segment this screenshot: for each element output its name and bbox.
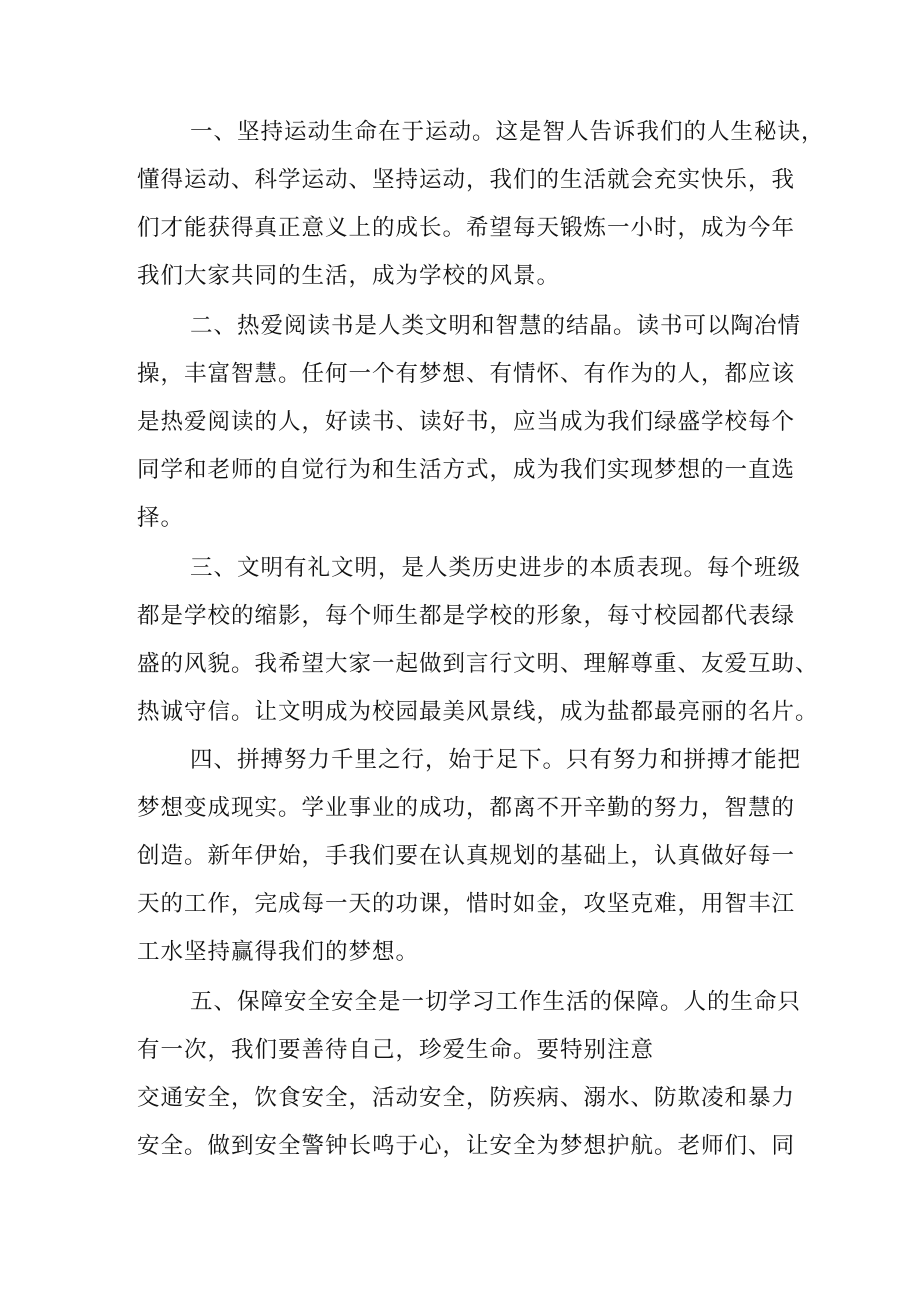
paragraph-5-line-1: 五、保障安全安全是一切学习工作生活的保障。人的生命只 bbox=[190, 989, 802, 1015]
paragraph-4-line-4: 天的工作，完成每一天的功课，惜时如金，攻坚克难，用智丰江 bbox=[137, 891, 796, 917]
paragraph-2-line-4: 同学和老师的自觉行为和生活方式，成为我们实现梦想的一直选 bbox=[137, 457, 796, 483]
paragraph-2-line-2: 操，丰富智慧。任何一个有梦想、有情怀、有作为的人，都应该 bbox=[137, 361, 796, 387]
paragraph-1-line-1: 一、坚持运动生命在于运动。这是智人告诉我们的人生秘诀， bbox=[190, 119, 825, 145]
paragraph-3-line-3: 盛的风貌。我希望大家一起做到言行文明、理解尊重、友爱互助、 bbox=[137, 651, 819, 677]
paragraph-2-line-1: 二、热爱阅读书是人类文明和智慧的结晶。读书可以陶冶情 bbox=[190, 313, 802, 339]
paragraph-1-line-4: 我们大家共同的生活，成为学校的风景。 bbox=[137, 263, 561, 289]
paragraph-5-line-2: 有一次，我们要善待自己，珍爱生命。要特别注意 bbox=[137, 1037, 655, 1063]
paragraph-4-line-1: 四、拼搏努力千里之行，始于足下。只有努力和拼搏才能把 bbox=[190, 747, 802, 773]
paragraph-1-line-3: 们才能获得真正意义上的成长。希望每天锻炼一小时，成为今年 bbox=[137, 215, 796, 241]
paragraph-5-line-4: 安全。做到安全警钟长鸣于心，让安全为梦想护航。老师们、同 bbox=[137, 1133, 796, 1159]
paragraph-3-line-1: 三、文明有礼文明，是人类历史进步的本质表现。每个班级 bbox=[190, 555, 802, 581]
paragraph-4-line-5: 工水坚持赢得我们的梦想。 bbox=[137, 939, 420, 965]
paragraph-2-line-5: 择。 bbox=[137, 505, 185, 531]
paragraph-3-line-2: 都是学校的缩影，每个师生都是学校的形象，每寸校园都代表绿 bbox=[137, 603, 796, 629]
paragraph-1-line-2: 懂得运动、科学运动、坚持运动，我们的生活就会充实快乐，我 bbox=[137, 167, 796, 193]
paragraph-2-line-3: 是热爱阅读的人，好读书、读好书，应当成为我们绿盛学校每个 bbox=[137, 409, 796, 435]
paragraph-4-line-3: 创造。新年伊始，手我们要在认真规划的基础上，认真做好每一 bbox=[137, 843, 796, 869]
paragraph-5-line-3: 交通安全，饮食安全，活动安全，防疾病、溺水、防欺凌和暴力 bbox=[137, 1085, 796, 1111]
paragraph-3-line-4: 热诚守信。让文明成为校园最美风景线，成为盐都最亮丽的名片。 bbox=[137, 699, 819, 725]
paragraph-4-line-2: 梦想变成现实。学业事业的成功，都离不开辛勤的努力，智慧的 bbox=[137, 795, 796, 821]
